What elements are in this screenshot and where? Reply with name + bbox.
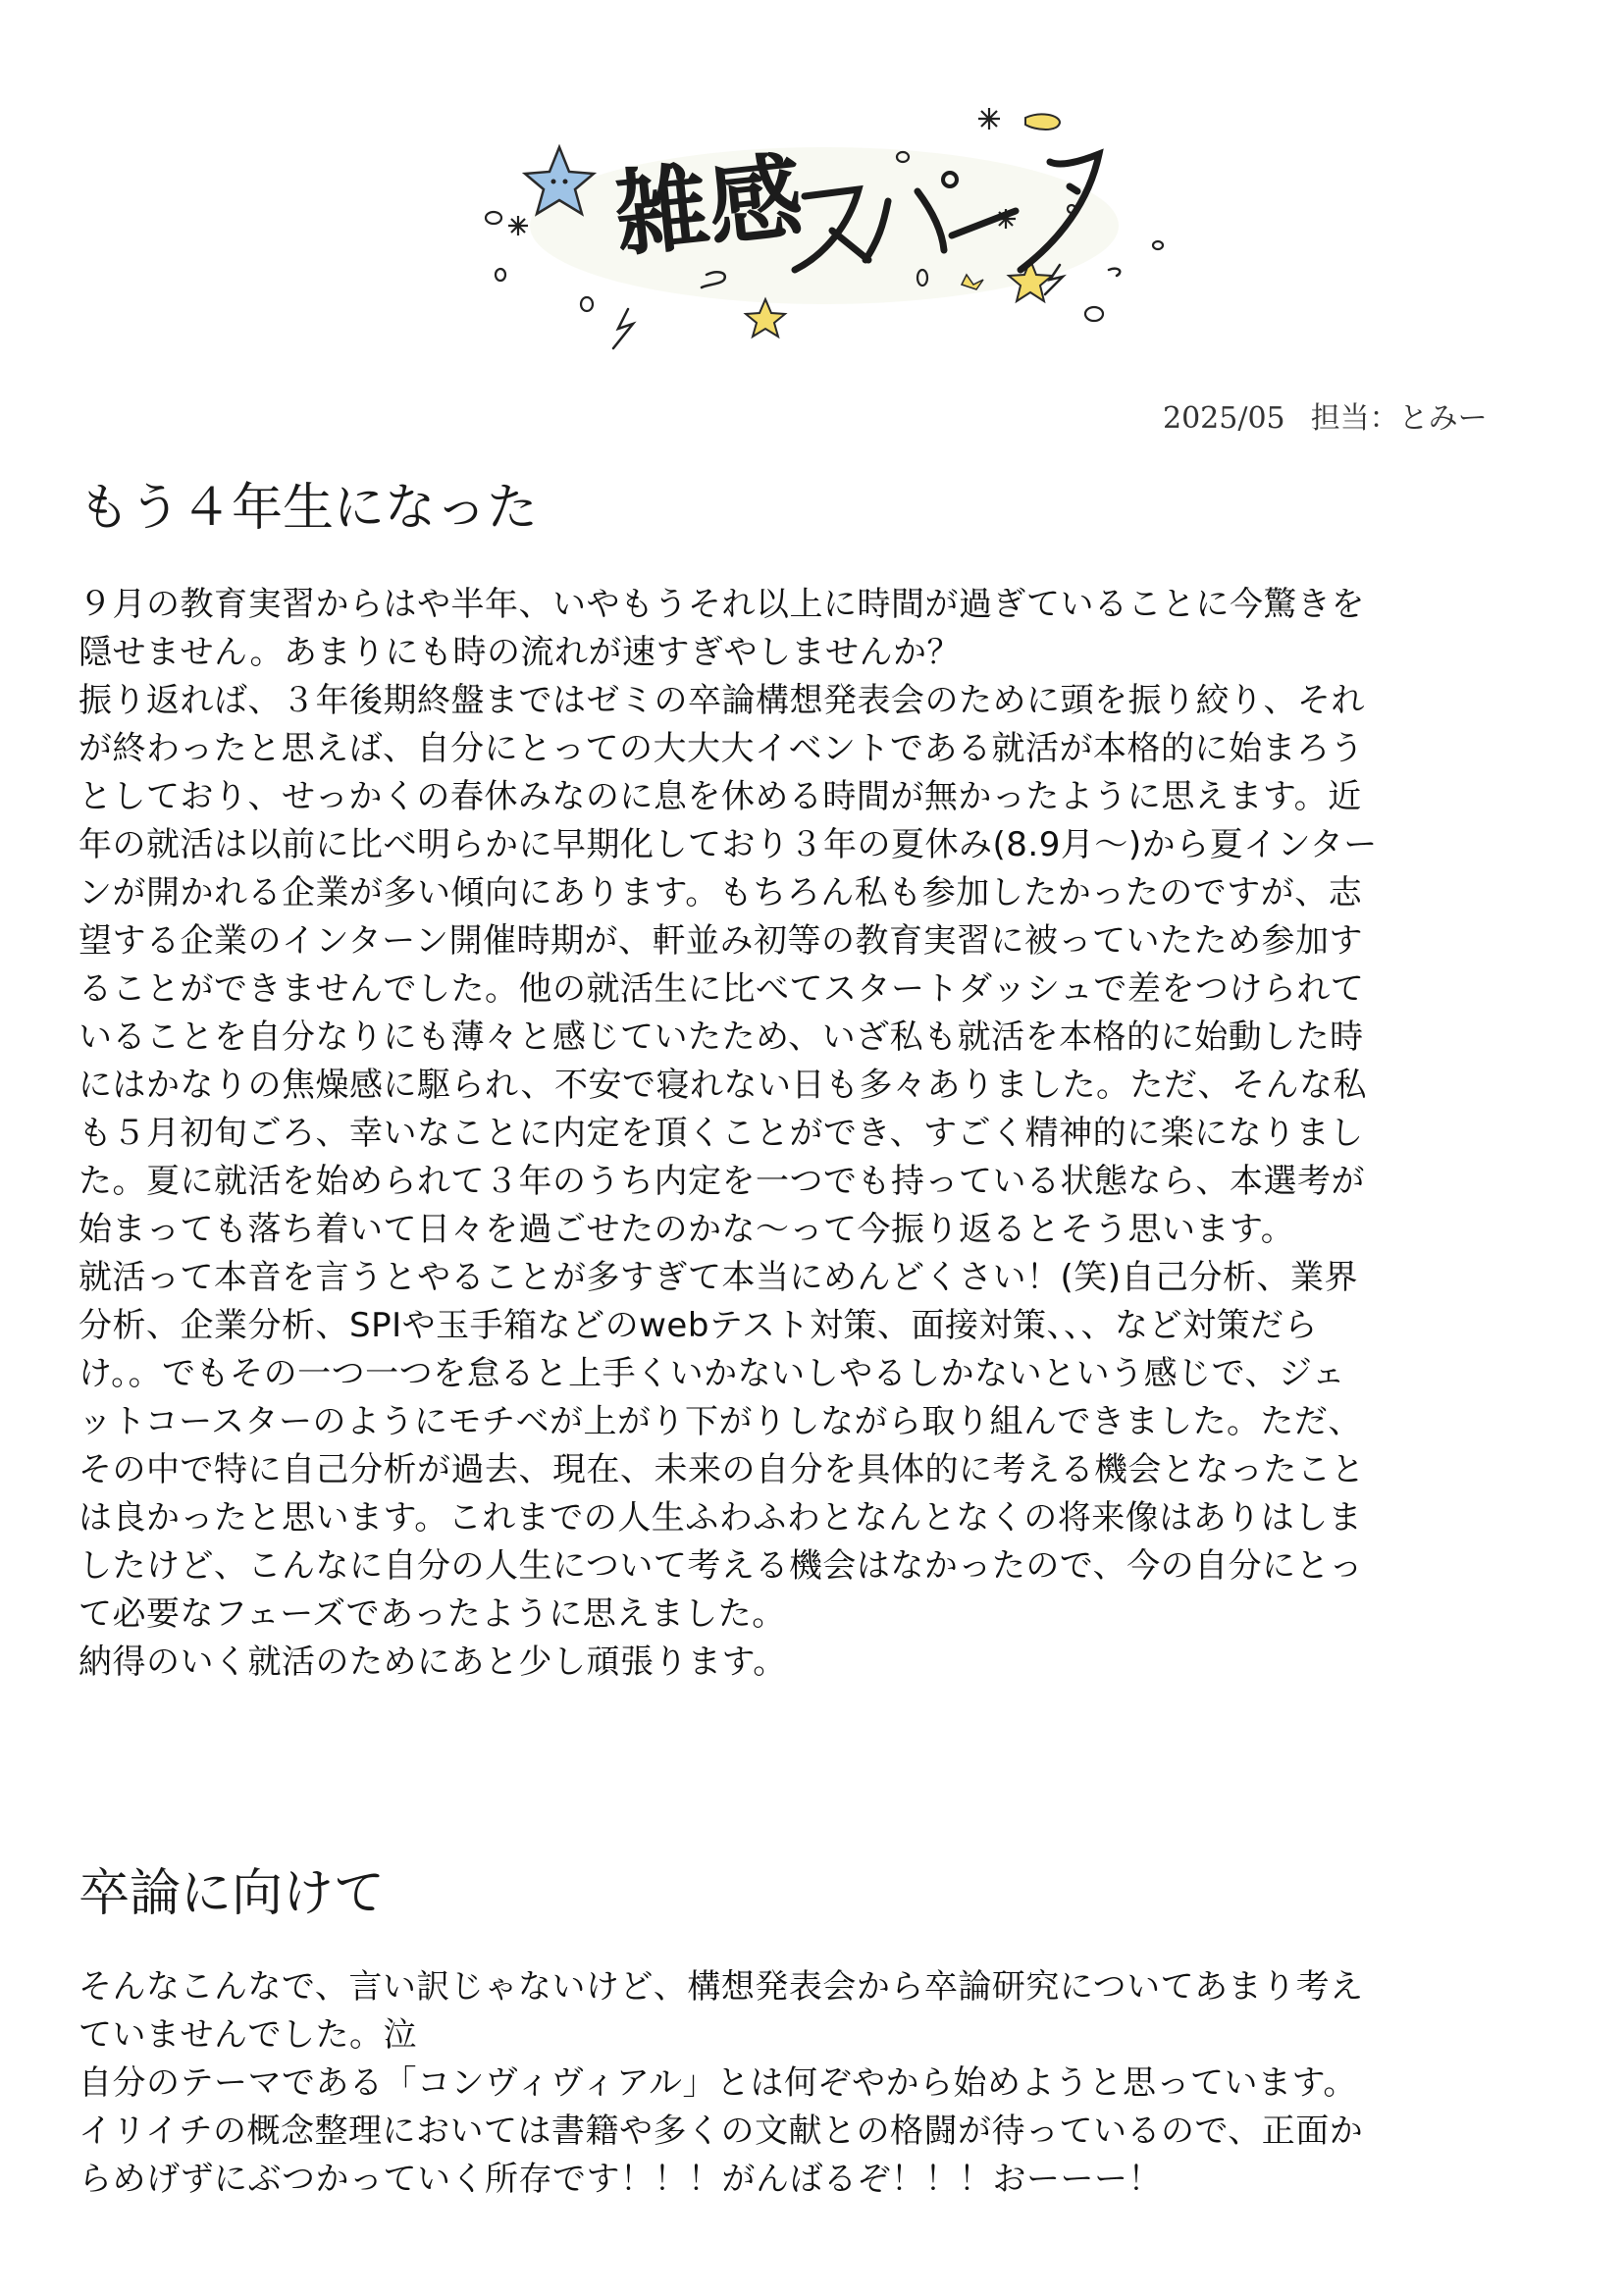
title-logo [471, 93, 1178, 358]
section-body [79, 1963, 1550, 2204]
body-line: 納得のいく就活のためにあと少し頑張ります。 [79, 1643, 787, 1682]
body-line: 望する企業のインターン開催時期が、軒並み初等の教育実習に被っていたため参加す [79, 921, 1363, 961]
body-line: ていませんでした。泣 [79, 2015, 417, 2055]
body-line: としており、せっかくの春休みなのに息を休める時間が無かったように思えます。近 [79, 777, 1362, 816]
body-line: そんなこんなで、言い訳じゃないけど、構想発表会から卒論研究についてあまり考え [79, 1967, 1364, 2007]
body-line: ることができませんでした。他の就活生に比べてスタートダッシュで差をつけられて [79, 969, 1365, 1009]
body-line: 就活って本音を言うとやることが多すぎて本当にめんどくさい！(笑)自己分析、業界 [79, 1258, 1359, 1297]
body-line: け。。でもその一つ一つを怠ると上手くいかないしやるしかないという感じで、ジェ [79, 1354, 1346, 1393]
author-label: 担当：とみー [1310, 401, 1488, 436]
issue-meta [1163, 393, 1488, 437]
body-line: にはかなりの焦燥感に駆られ、不安で寝れない日も多々ありました。ただ、そんな私 [79, 1066, 1368, 1105]
logo-lettering: 雑感 [608, 140, 809, 271]
body-line: 振り返れば、３年後期終盤まではゼミの卒論構想発表会のために頭を振り絞り、それ [79, 681, 1365, 720]
body-line: 隠せません。あまりにも時の流れが速すぎやしませんか？ [79, 633, 962, 672]
issue-date: 2025/05 [1163, 401, 1285, 436]
body-line: が終わったと思えば、自分にとっての大大大イベントである就活が本格的に始まろう [79, 729, 1364, 768]
body-line: 自分のテーマである「コンヴィヴィアル」とは何ぞやから始めようと思っています。 [79, 2063, 1357, 2103]
section-title: 卒論に向けて [79, 1864, 386, 1923]
body-line: た。夏に就活を始められて３年のうち内定を一つでも持っている状態なら、本選考が [79, 1162, 1365, 1201]
body-line: 始まっても落ち着いて日々を過ごせたのかな〜って今振り返るとそう思います。 [79, 1210, 1295, 1249]
body-line: いることを自分なりにも薄々と感じていたため、いざ私も就活を本格的に始動した時 [79, 1017, 1364, 1057]
body-line: は良かったと思います。これまでの人生ふわふわとなんとなくの将来像はありはしま [79, 1498, 1363, 1538]
section-body [79, 581, 1550, 1687]
body-line: ンが開かれる企業が多い傾向にあります。もちろん私も参加したかったのですが、志 [79, 873, 1363, 913]
body-line: も５月初旬ごろ、幸いなことに内定を頂くことができ、すごく精神的に楽になりまし [79, 1114, 1364, 1153]
body-line: らめげずにぶつかっていく所存です！！！がんばるぞ！！！おーーー！ [79, 2160, 1162, 2199]
body-line: 年の就活は以前に比べ明らかに早期化しており３年の夏休み(8.9月〜)から夏インター [79, 825, 1378, 864]
body-line: したけど、こんなに自分の人生について考える機会はなかったので、今の自分にとっ [79, 1546, 1363, 1586]
body-line: ９月の教育実習からはや半年、いやもうそれ以上に時間が過ぎていることに今驚きを [79, 585, 1365, 624]
body-line: その中で特に自己分析が過去、現在、未来の自分を具体的に考える機会となったこと [79, 1450, 1365, 1489]
body-line: ットコースターのようにモチベが上がり下がりしながら取り組んできました。ただ、 [79, 1402, 1362, 1441]
body-line: 分析、企業分析、SPIや玉手箱などのwebテスト対策、面接対策、、、など対策だら [79, 1306, 1319, 1345]
section-title: もう４年生になった [79, 479, 539, 538]
body-line: イリイチの概念整理においては書籍や多くの文献との格闘が待っているので、正面か [79, 2112, 1364, 2151]
body-line: て必要なフェーズであったように思えました。 [79, 1594, 786, 1634]
logo-illustration [471, 93, 1178, 358]
